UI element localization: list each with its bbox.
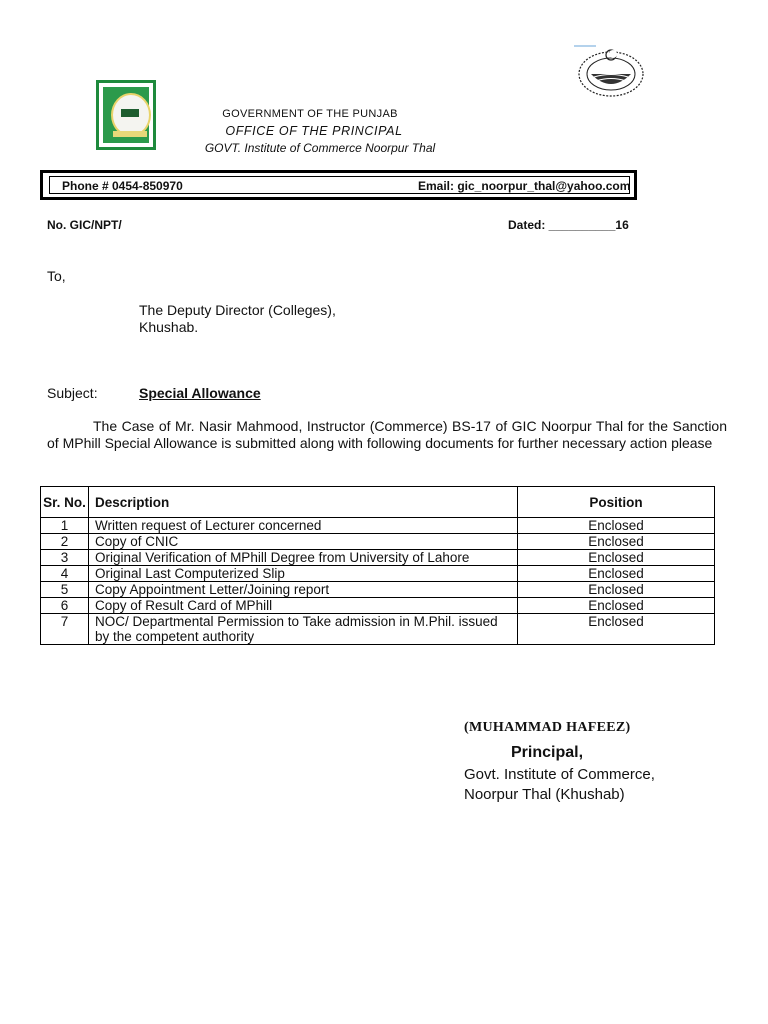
cell-sr: 7: [41, 614, 89, 645]
body-paragraph: The Case of Mr. Nasir Mahmood, Instructor (Commerce) BS-17 of GIC Noorpur Thal for the Sanction of MPhill Special Allowance is submitted along with following documents for further necessary action please: [47, 418, 727, 451]
email-address: Email: gic_noorpur_thal@yahoo.com: [418, 179, 631, 193]
documents-table: [40, 486, 715, 645]
cell-description: Copy of CNIC: [89, 534, 518, 550]
cell-sr: 1: [41, 518, 89, 534]
table-row: [41, 582, 715, 598]
cell-position: Enclosed: [518, 566, 715, 582]
cell-position: Enclosed: [518, 598, 715, 614]
reference-number: No. GIC/NPT/: [47, 218, 122, 232]
recipient-line-1: The Deputy Director (Colleges),: [139, 302, 336, 318]
date-field: Dated: __________16: [508, 218, 629, 232]
cell-position: Enclosed: [518, 614, 715, 645]
header-description: Description: [89, 487, 518, 518]
subject-label: Subject:: [47, 385, 98, 401]
header-sr-no: Sr. No.: [41, 487, 89, 518]
table-header-row: [41, 487, 715, 518]
cell-sr: 3: [41, 550, 89, 566]
signatory-title: Principal,: [511, 744, 584, 761]
salutation-to: To,: [47, 268, 66, 284]
table-row: [41, 614, 715, 645]
table-row: [41, 566, 715, 582]
cell-sr: 2: [41, 534, 89, 550]
cell-sr: 6: [41, 598, 89, 614]
cell-description: Written request of Lecturer concerned: [89, 518, 518, 534]
cell-sr: 5: [41, 582, 89, 598]
cell-description: NOC/ Departmental Permission to Take admission in M.Phil. issued by the competent authority: [89, 614, 518, 645]
signatory-institute: Govt. Institute of Commerce,: [464, 766, 655, 783]
office-title: OFFICE OF THE PRINCIPAL: [225, 124, 403, 138]
cell-position: Enclosed: [518, 518, 715, 534]
signatory-name: (MUHAMMAD HAFEEZ): [464, 720, 631, 735]
cell-description: Original Last Computerized Slip: [89, 566, 518, 582]
subject-value: Special Allowance: [139, 385, 261, 401]
punjab-emblem-icon: [574, 44, 648, 100]
table-row: [41, 518, 715, 534]
cell-description: Copy of Result Card of MPhill: [89, 598, 518, 614]
table-row: [41, 550, 715, 566]
cell-position: Enclosed: [518, 550, 715, 566]
institute-title: GOVT. Institute of Commerce Noorpur Thal: [204, 141, 436, 155]
cell-position: Enclosed: [518, 534, 715, 550]
table-row: [41, 534, 715, 550]
cell-description: Copy Appointment Letter/Joining report: [89, 582, 518, 598]
table-row: [41, 598, 715, 614]
header-position: Position: [518, 487, 715, 518]
cell-description: Original Verification of MPhill Degree from University of Lahore: [89, 550, 518, 566]
cell-position: Enclosed: [518, 582, 715, 598]
phone-number: Phone # 0454-850970: [62, 179, 183, 193]
government-title: GOVERNMENT OF THE PUNJAB: [222, 108, 398, 120]
signatory-location: Noorpur Thal (Khushab): [464, 786, 625, 803]
cell-sr: 4: [41, 566, 89, 582]
recipient-line-2: Khushab.: [139, 319, 199, 335]
